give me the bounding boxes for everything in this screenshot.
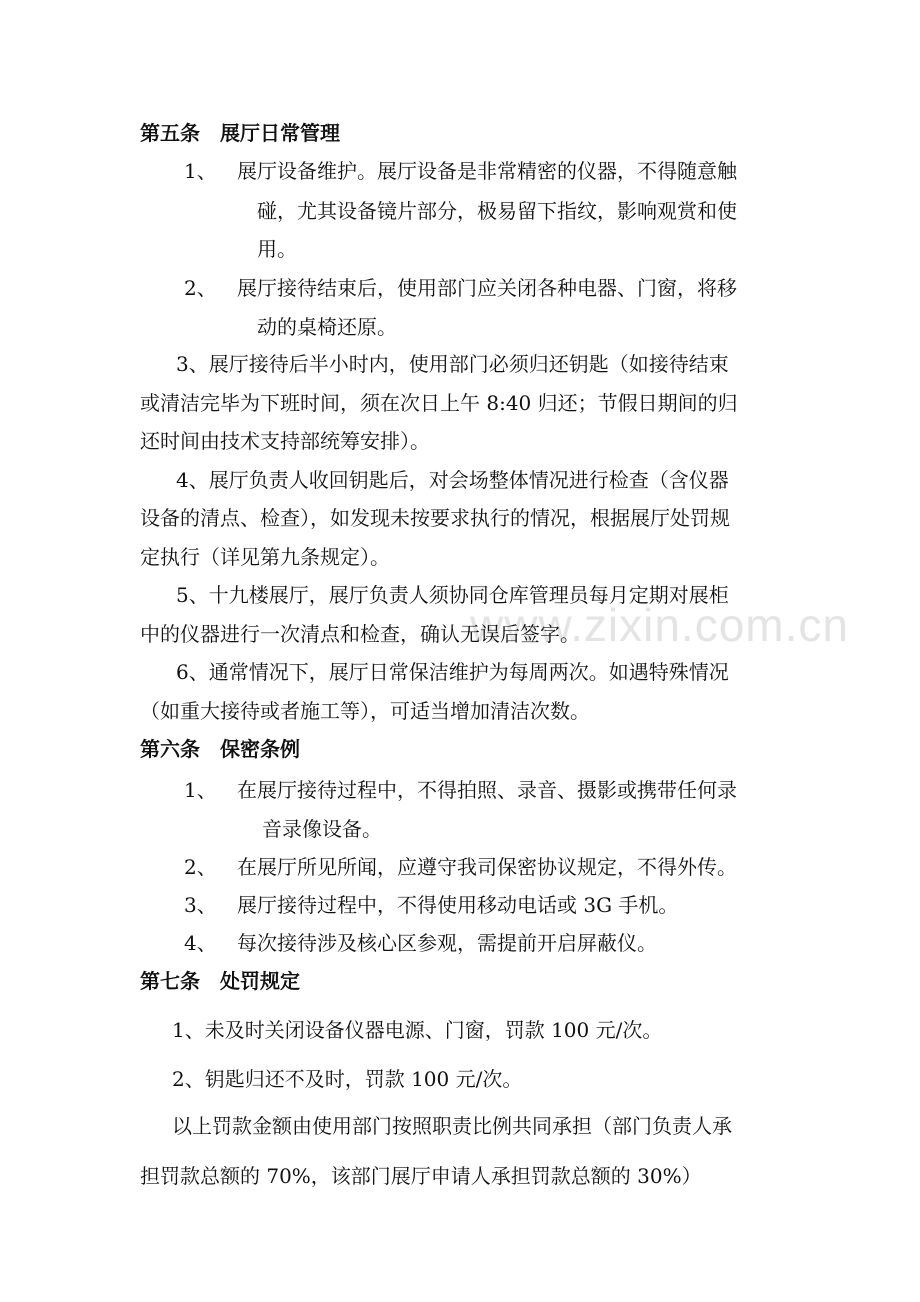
article6-item3-number: 3、 xyxy=(184,893,217,917)
article5-para4-line1: 4、展厅负责人收回钥匙后，对会场整体情况进行检查（含仪器 xyxy=(176,468,729,492)
article5-item2-line1: 展厅接待结束后，使用部门应关闭各种电器、门窗，将移 xyxy=(237,276,737,300)
article5-para5-line2: 中的仪器进行一次清点和检查，确认无误后签字。 xyxy=(140,622,580,646)
article5-para3-line3: 还时间由技术支持部统筹安排）。 xyxy=(140,429,430,453)
article6-item2-line1: 在展厅所见所闻，应遵守我司保密协议规定，不得外传。 xyxy=(237,855,737,879)
article7-rule2: 2、钥匙归还不及时，罚款 100 元/次。 xyxy=(172,1067,523,1091)
article6-item4-number: 4、 xyxy=(184,931,217,955)
article5-item1-line1: 展厅设备维护。展厅设备是非常精密的仪器，不得随意触 xyxy=(237,159,737,183)
article5-item1-line2: 碰，尤其设备镜片部分，极易留下指纹，影响观赏和使 xyxy=(257,199,737,223)
article7-rule1: 1、未及时关闭设备仪器电源、门窗，罚款 100 元/次。 xyxy=(172,1018,663,1042)
article5-item2-line2: 动的桌椅还原。 xyxy=(257,315,397,339)
article5-para4-line3: 定执行（详见第九条规定）。 xyxy=(140,545,390,569)
article6-item1-line2: 音录像设备。 xyxy=(262,817,382,841)
article6-item4-line1: 每次接待涉及核心区参观，需提前开启屏蔽仪。 xyxy=(237,931,657,955)
article6-item3-line1: 展厅接待过程中，不得使用移动电话或 3G 手机。 xyxy=(237,893,679,917)
article5-heading: 第五条 展厅日常管理 xyxy=(140,121,340,145)
article5-item2-number: 2、 xyxy=(184,276,217,300)
watermark: www.zixin.com.cn xyxy=(470,599,849,651)
article6-item1-number: 1、 xyxy=(184,778,217,802)
article5-item1-number: 1、 xyxy=(184,159,217,183)
article5-para4-line2: 设备的清点、检查），如发现未按要求执行的情况，根据展厅处罚规 xyxy=(140,506,730,530)
article5-para6-line1: 6、通常情况下，展厅日常保洁维护为每周两次。如遇特殊情况 xyxy=(176,660,729,684)
article5-item1-line3: 用。 xyxy=(257,237,297,261)
article5-para3-line2: 或清洁完毕为下班时间，须在次日上午 8:40 归还；节假日期间的归 xyxy=(140,391,738,415)
article5-para5-line1: 5、十九楼展厅，展厅负责人须协同仓库管理员每月定期对展柜 xyxy=(176,583,729,607)
article5-para3-line1: 3、展厅接待后半小时内，使用部门必须归还钥匙（如接待结束 xyxy=(176,352,729,376)
article6-heading: 第六条 保密条例 xyxy=(140,737,300,761)
article6-item1-line1: 在展厅接待过程中，不得拍照、录音、摄影或携带任何录 xyxy=(237,778,737,802)
article7-note-line1: 以上罚款金额由使用部门按照职责比例共同承担（部门负责人承 xyxy=(172,1114,732,1138)
article5-para6-line2: （如重大接待或者施工等），可适当增加清洁次数。 xyxy=(140,699,590,723)
article7-heading: 第七条 处罚规定 xyxy=(140,969,300,993)
article6-item2-number: 2、 xyxy=(184,855,217,879)
article7-note-line2: 担罚款总额的 70%，该部门展厅申请人承担罚款总额的 30%） xyxy=(140,1164,702,1188)
